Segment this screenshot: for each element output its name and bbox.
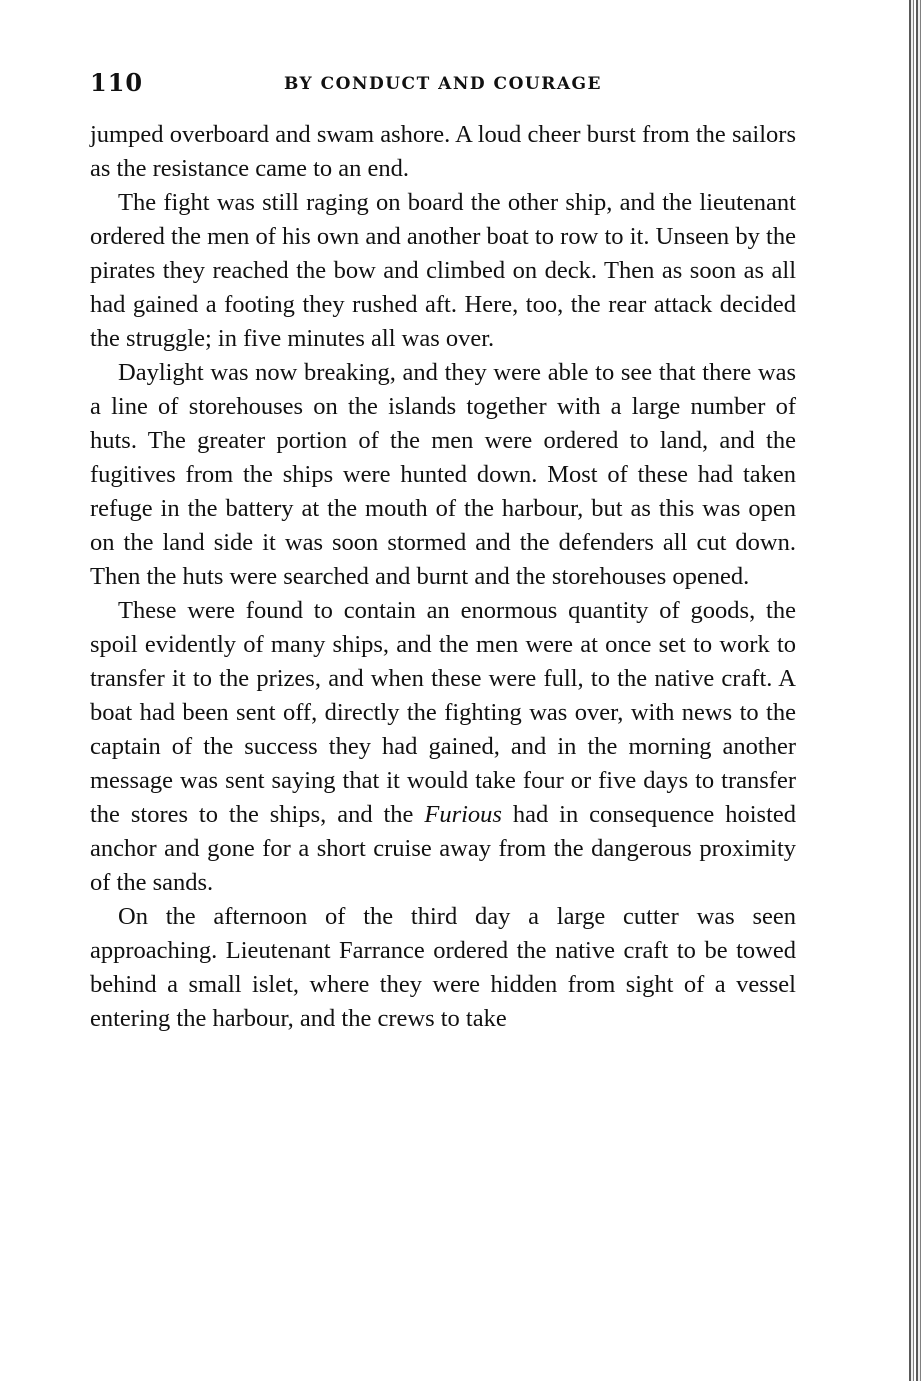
page-header [90, 68, 796, 102]
paragraph-4-text-after: had in consequence hoisted anchor and gone for a short cruise away from the dangerous proximity of the sands. [90, 801, 797, 896]
ship-name-italic: Furious [424, 801, 502, 828]
paragraph-4 [90, 594, 796, 900]
paragraph-4-text-before: These were found to contain an enormous quantity of goods, the spoil evidently of many ships, and the men were at once set to work to transfer it to the prizes, and when these were full, to the native craft. A boat had been sent off, directly the fighting was over, with news to the captain of the success they had gained, and in the morning another message was sent saying that it would take four or five days to transfer the stores to the ships, and the [90, 597, 796, 828]
page-number: 110 [90, 68, 144, 97]
body-text [90, 118, 796, 1036]
paragraph-1: jumped overboard and swam ashore. A loud cheer burst from the sailors as the resistance came to an end. [90, 121, 796, 182]
paragraph-5: On the afternoon of the third day a large cutter was seen approaching. Lieutenant Farrance ordered the native craft to be towed behind a small islet, where they were hidden from sight of a vessel entering the harbour, and the crews to take [90, 903, 796, 1032]
page-binding-edge [909, 0, 923, 1381]
paragraph-2: The fight was still raging on board the other ship, and the lieutenant ordered the men of his own and another boat to row to it. Unseen by the pirates they reached the bow and climbed on deck. Then as soon as all had gained a footing they rushed aft. Here, too, the rear attack decided the struggle; in five minutes all was over. [90, 189, 796, 352]
paragraph-3: Daylight was now breaking, and they were able to see that there was a line of storehouses on the islands together with a large number of huts. The greater portion of the men were ordered to land, and the fugitives from the ships were hunted down. Most of these had taken refuge in the battery at the mouth of the harbour, but as this was open on the land side it was soon stormed and the defenders all cut down. Then the huts were searched and burnt and the storehouses opened. [90, 359, 796, 590]
running-title: BY CONDUCT AND COURAGE [283, 74, 602, 94]
